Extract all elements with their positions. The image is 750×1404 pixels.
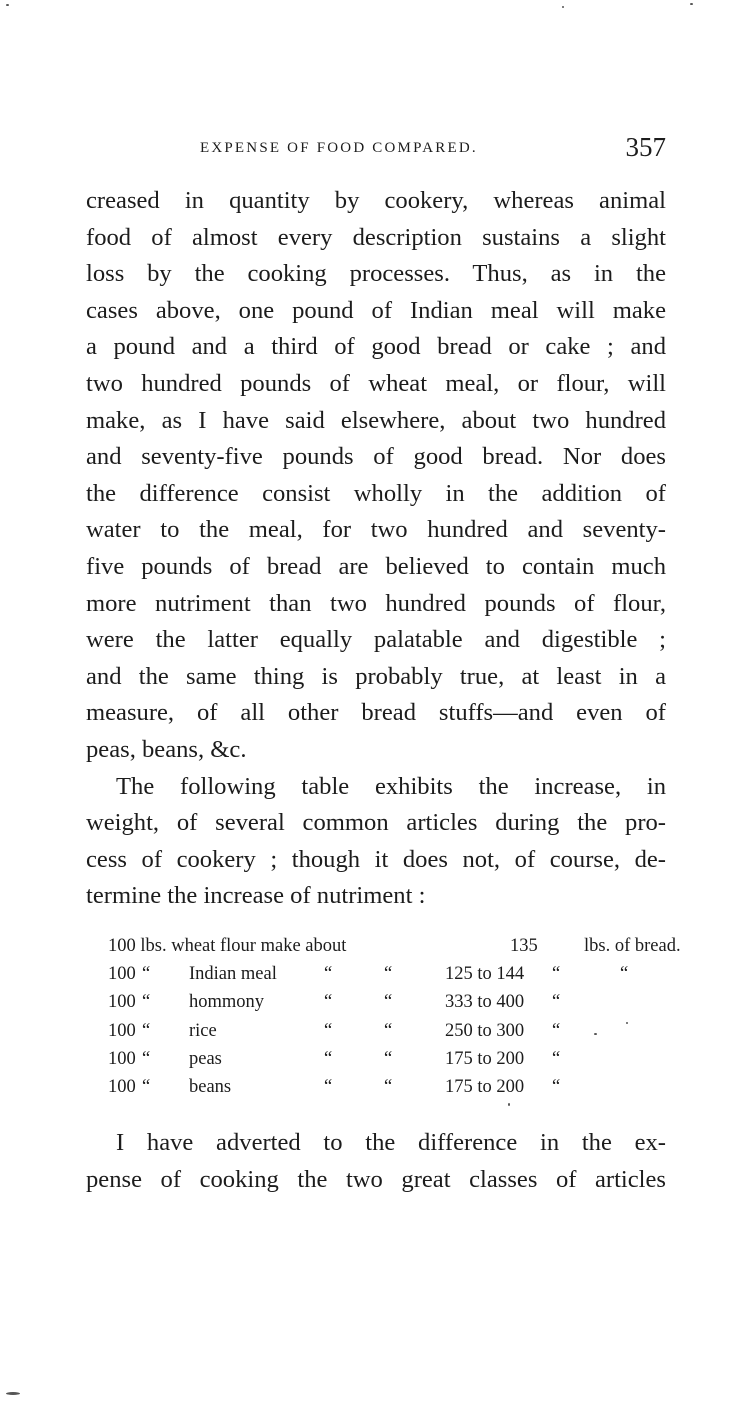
table-header-lead: 100 lbs. wheat flour make about: [108, 936, 347, 956]
text-line: more nutriment than two hundred pounds of flour,: [86, 589, 666, 617]
ditto-mark: “: [324, 992, 333, 1013]
text-line: two hundred pounds of wheat meal, or flour, will: [86, 369, 666, 397]
text-line: I have adverted to the difference in the ex-: [116, 1129, 666, 1156]
text-line: were the latter equally palatable and digestible ;: [86, 626, 666, 654]
table-row: [108, 1017, 670, 1045]
text-line: cases above, one pound of Indian meal will make: [86, 296, 666, 324]
text-line: loss by the cooking processes. Thus, as in the: [86, 260, 666, 288]
paragraph-continued: [86, 183, 666, 769]
ditto-mark: “: [384, 1048, 393, 1069]
ditto-mark: “: [324, 1076, 333, 1097]
text-line: pense of cooking the two great classes of articles: [86, 1165, 666, 1193]
ditto-mark: “: [142, 964, 151, 985]
text-line: water to the meal, for two hundred and seventy-: [86, 516, 666, 544]
result-cell: 250 to 300: [445, 1020, 525, 1041]
text-line: make, as I have said elsewhere, about two hundred: [86, 406, 666, 434]
text-line: five pounds of bread are believed to contain much: [86, 552, 666, 580]
ditto-mark: “: [620, 964, 629, 985]
article-cell: hommony: [189, 992, 265, 1013]
ditto-mark: “: [552, 1020, 561, 1041]
text-line: cess of cookery ; though it does not, of course, de-: [86, 845, 666, 873]
cookery-weight-table: [108, 932, 681, 1101]
text-line: weight, of several common articles during the pro-: [86, 809, 666, 837]
ditto-mark: “: [142, 1048, 151, 1069]
table-header-dest: lbs. of bread.: [584, 936, 681, 956]
ditto-mark: “: [384, 992, 393, 1013]
ditto-mark: “: [324, 1020, 333, 1041]
table-header-result: 135: [510, 936, 538, 956]
ditto-mark: “: [324, 1048, 333, 1069]
print-speck: [508, 1103, 510, 1106]
qty-cell: 100: [108, 1076, 136, 1097]
text-line: and the same thing is probably true, at least in a: [86, 662, 666, 690]
ditto-mark: “: [324, 964, 333, 985]
result-cell: 125 to 144: [445, 964, 525, 985]
ditto-mark: “: [384, 964, 393, 985]
paragraph-table-intro: [86, 769, 666, 915]
print-speck: [626, 1022, 628, 1024]
qty-cell: 100: [108, 1020, 136, 1041]
text-line: peas, beans, &c.: [86, 735, 247, 763]
result-cell: 175 to 200: [445, 1048, 525, 1069]
article-cell: Indian meal: [189, 964, 277, 985]
print-speck: [594, 1033, 597, 1035]
article-cell: peas: [189, 1048, 222, 1069]
text-line: and seventy-five pounds of good bread. Nor does: [86, 443, 666, 471]
ditto-mark: “: [552, 964, 561, 985]
qty-cell: 100: [108, 964, 136, 985]
ditto-mark: “: [552, 1048, 561, 1069]
article-cell: rice: [189, 1020, 217, 1041]
ditto-mark: “: [552, 1076, 561, 1097]
ditto-mark: “: [142, 1020, 151, 1041]
text-line: a pound and a third of good bread or cake ; and: [86, 333, 666, 361]
text-line: the difference consist wholly in the addition of: [86, 479, 666, 507]
table-row: [108, 1073, 670, 1101]
qty-cell: 100: [108, 992, 136, 1013]
text-line: creased in quantity by cookery, whereas animal: [86, 187, 666, 214]
paragraph-closing: [86, 1125, 666, 1198]
table-row: [108, 960, 670, 988]
text-line: termine the increase of nutriment :: [86, 882, 426, 910]
main-text: [86, 183, 666, 915]
table-row: [108, 1045, 670, 1073]
print-speck: [6, 1392, 20, 1395]
qty-cell: 100: [108, 1048, 136, 1069]
page-number: 357: [625, 132, 666, 162]
print-speck: [562, 6, 564, 8]
table-header-row: [108, 932, 681, 960]
running-head: [88, 132, 666, 172]
ditto-mark: “: [142, 1076, 151, 1097]
table-row: [108, 988, 670, 1016]
article-cell: beans: [189, 1076, 232, 1097]
result-cell: 175 to 200: [445, 1076, 525, 1097]
running-title: EXPENSE OF FOOD COMPARED.: [200, 140, 478, 156]
ditto-mark: “: [384, 1076, 393, 1097]
print-speck: [6, 4, 9, 6]
text-line: The following table exhibits the increase, in: [116, 772, 666, 800]
text-line: food of almost every description sustains a slight: [86, 223, 666, 251]
text-line: measure, of all other bread stuffs—and even of: [86, 699, 666, 727]
ditto-mark: “: [142, 992, 151, 1013]
ditto-mark: “: [552, 992, 561, 1013]
result-cell: 333 to 400: [445, 992, 525, 1013]
print-speck: [690, 3, 693, 5]
ditto-mark: “: [384, 1020, 393, 1041]
